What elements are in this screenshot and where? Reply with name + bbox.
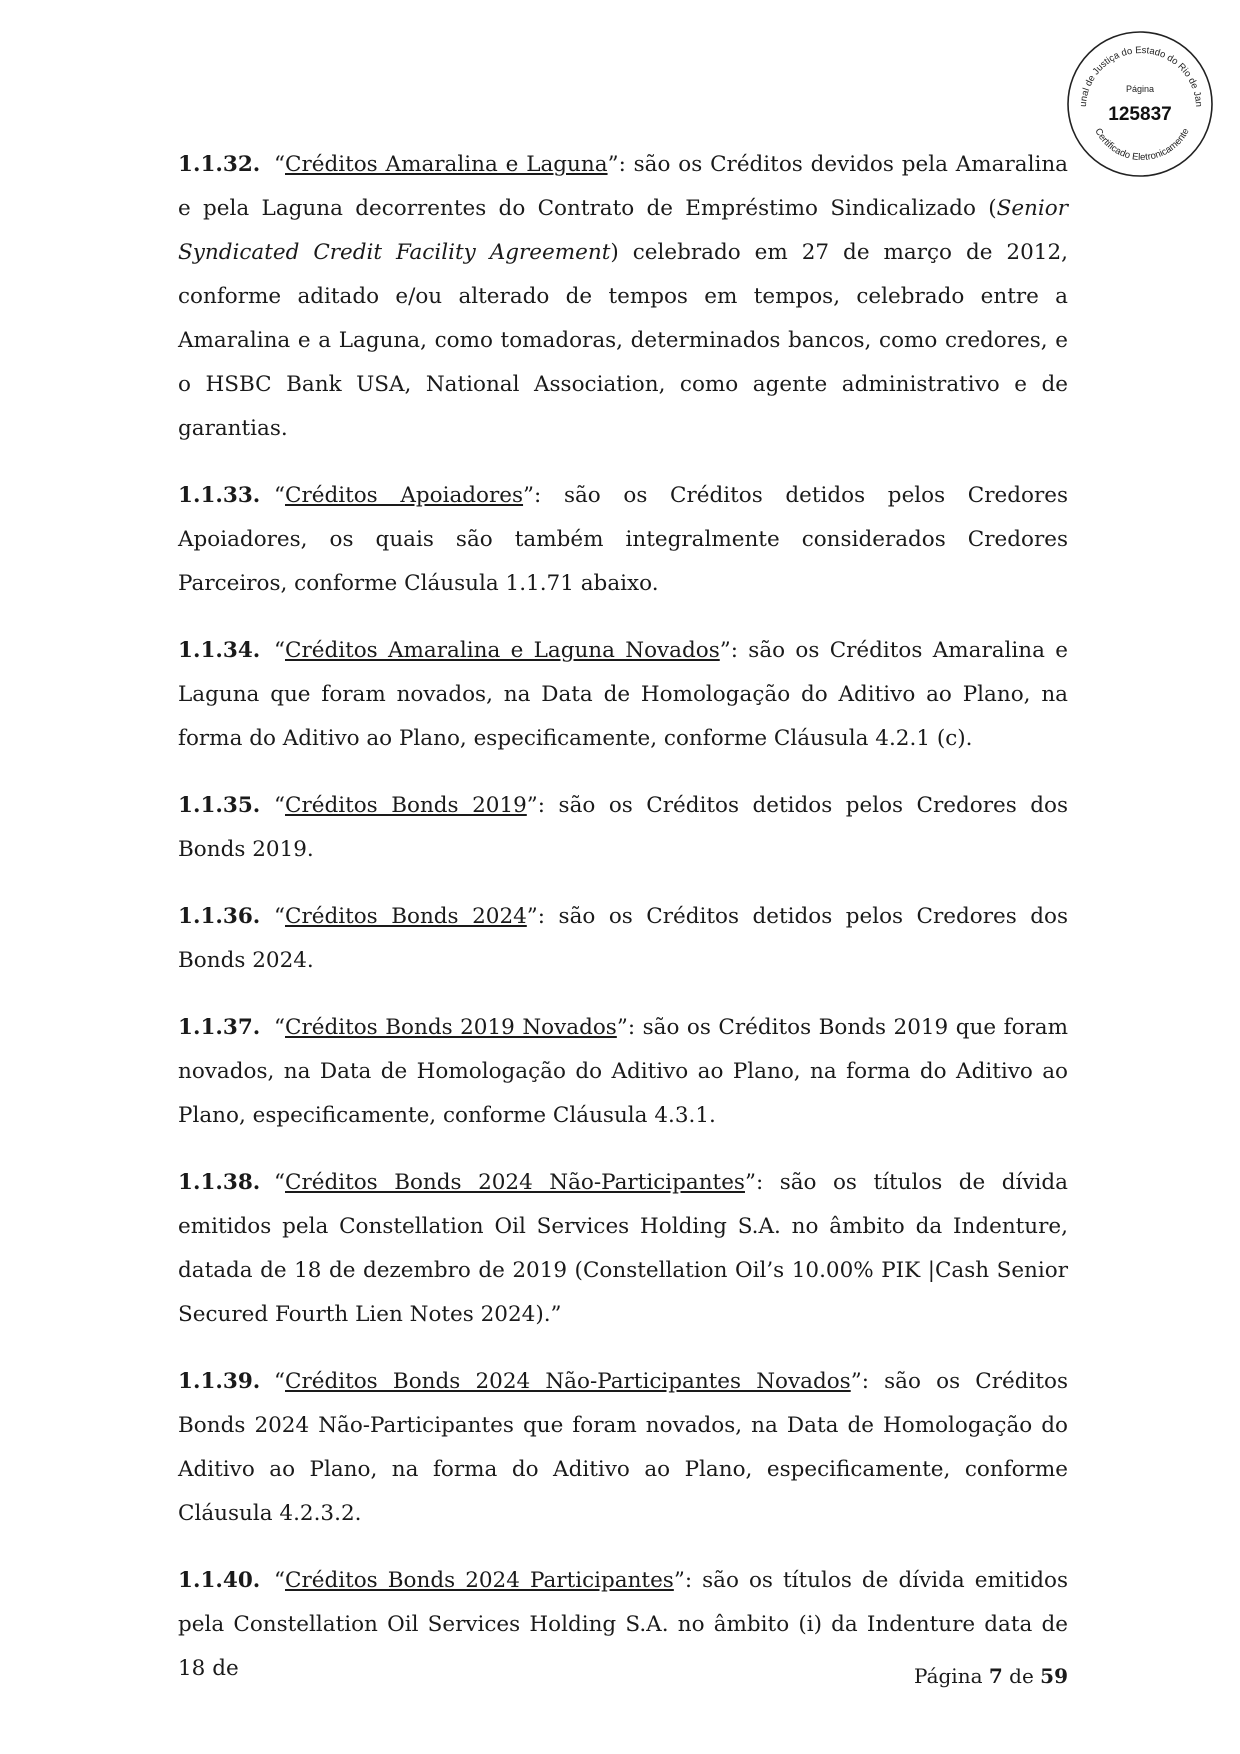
defined-term: Créditos Bonds 2019 Novados xyxy=(285,1015,617,1040)
page-sep: de xyxy=(1009,1664,1034,1688)
clause-number: 1.1.37. xyxy=(178,1015,261,1040)
clause-number: 1.1.40. xyxy=(178,1568,261,1593)
clause-text: : são os títulos de dívida emitidos pela Constellation Oil Services Holding S.A. no âmbito da Indenture, datada de 18 de dezembro de 2019 (Constellation Oil’s 10.00% PIK |Cash Senior Secured Fourth Lien Notes 2024).” xyxy=(178,1170,1068,1327)
clause-text: : são os Créditos detidos pelos Credores Apoiadores, os quais são também integralmente considerados Credores Parceiros, conforme Cláusula 1.1.71 abaixo. xyxy=(178,483,1068,596)
document-body xyxy=(178,143,1068,1714)
defined-term: Créditos Bonds 2019 xyxy=(285,793,527,818)
clause-1-1-33: 1.1.33. “Créditos Apoiadores”: são os Créditos detidos pelos Credores Apoiadores, os quais são também integralmente considerados Credores Parceiros, conforme Cláusula 1.1.71 abaixo. xyxy=(178,474,1068,606)
stamp-label: Página xyxy=(1125,84,1155,94)
page-total: 59 xyxy=(1040,1664,1068,1688)
defined-term: Créditos Bonds 2024 Participantes xyxy=(285,1568,674,1593)
clause-1-1-38: 1.1.38. “Créditos Bonds 2024 Não-Participantes”: são os títulos de dívida emitidos pela Constellation Oil Services Holding S.A. no âmbito da Indenture, datada de 18 de dezembro de 2019 (Constellation Oil’s 10.00% PIK |Cash Senior Secured Fourth Lien Notes 2024).” xyxy=(178,1161,1068,1337)
clause-text: : são os títulos de dívida emitidos pela Constellation Oil Services Holding S.A. no âmbito (i) da Indenture data de 18 de xyxy=(178,1568,1068,1681)
page-label: Página xyxy=(914,1664,983,1688)
defined-term: Créditos Amaralina e Laguna Novados xyxy=(285,638,720,663)
clause-text: : são os Créditos detidos pelos Credores dos Bonds 2024. xyxy=(178,904,1068,973)
stamp-number: 125837 xyxy=(1108,104,1172,125)
clause-number: 1.1.38. xyxy=(178,1170,261,1195)
clause-text: : são os Créditos Bonds 2024 Não-Participantes que foram novados, na Data de Homologação do Aditivo ao Plano, na forma do Aditivo ao Plano, especificamente, conforme Cláusula 4.2.3.2. xyxy=(178,1369,1068,1526)
clause-number: 1.1.32. xyxy=(178,152,261,177)
defined-term: Créditos Bonds 2024 Não-Participantes xyxy=(285,1170,745,1195)
clause-number: 1.1.36. xyxy=(178,904,261,929)
clause-text: : são os Créditos Amaralina e Laguna que foram novados, na Data de Homologação do Aditivo ao Plano, na forma do Aditivo ao Plano, especificamente, conforme Cláusula 4.2.1 (c). xyxy=(178,638,1068,751)
clause-italic-text: Senior Syndicated Credit Facility Agreement xyxy=(178,196,1068,265)
stamp-seal-icon xyxy=(1064,28,1217,181)
clause-1-1-39: 1.1.39. “Créditos Bonds 2024 Não-Participantes Novados”: são os Créditos Bonds 2024 Não-Participantes que foram novados, na Data de Homologação do Aditivo ao Plano, na forma do Aditivo ao Plano, especificamente, conforme Cláusula 4.2.3.2. xyxy=(178,1360,1068,1536)
clause-1-1-34: 1.1.34. “Créditos Amaralina e Laguna Novados”: são os Créditos Amaralina e Laguna que foram novados, na Data de Homologação do Aditivo ao Plano, na forma do Aditivo ao Plano, especificamente, conforme Cláusula 4.2.1 (c). xyxy=(178,629,1068,761)
stamp-ring-bottom: Certificado Eletronicamente xyxy=(1092,126,1192,164)
clause-number: 1.1.34. xyxy=(178,638,261,663)
stamp-ring-top: unal de Justiça do Estado do Rio de Jan xyxy=(1077,44,1205,108)
clause-text: ) celebrado em 27 de março de 2012, conforme aditado e/ou alterado de tempos em tempos, celebrado entre a Amaralina e a Laguna, como tomadoras, determinados bancos, como credores, e o HSBC Bank USA, National Association, como agente administrativo e de garantias. xyxy=(178,240,1068,441)
clause-number: 1.1.39. xyxy=(178,1369,261,1394)
page-current: 7 xyxy=(988,1664,1003,1688)
page-footer xyxy=(914,1664,1068,1688)
clause-1-1-35: 1.1.35. “Créditos Bonds 2019”: são os Créditos detidos pelos Credores dos Bonds 2019. xyxy=(178,784,1068,872)
clause-1-1-37: 1.1.37. “Créditos Bonds 2019 Novados”: são os Créditos Bonds 2019 que foram novados, na Data de Homologação do Aditivo ao Plano, na forma do Aditivo ao Plano, especificamente, conforme Cláusula 4.3.1. xyxy=(178,1006,1068,1138)
clause-text: : são os Créditos Bonds 2019 que foram novados, na Data de Homologação do Aditivo ao Plano, na forma do Aditivo ao Plano, especificamente, conforme Cláusula 4.3.1. xyxy=(178,1015,1068,1128)
clause-number: 1.1.35. xyxy=(178,793,261,818)
clause-text: : são os Créditos detidos pelos Credores dos Bonds 2019. xyxy=(178,793,1068,862)
defined-term: Créditos Bonds 2024 xyxy=(285,904,527,929)
clause-number: 1.1.33. xyxy=(178,483,261,508)
defined-term: Créditos Apoiadores xyxy=(285,483,524,508)
defined-term: Créditos Amaralina e Laguna xyxy=(285,152,608,177)
clause-1-1-36: 1.1.36. “Créditos Bonds 2024”: são os Créditos detidos pelos Credores dos Bonds 2024. xyxy=(178,895,1068,983)
clause-1-1-40: 1.1.40. “Créditos Bonds 2024 Participantes”: são os títulos de dívida emitidos pela Constellation Oil Services Holding S.A. no âmbito (i) da Indenture data de 18 de xyxy=(178,1559,1068,1691)
court-stamp xyxy=(1064,28,1217,181)
defined-term: Créditos Bonds 2024 Não-Participantes Novados xyxy=(285,1369,851,1394)
clause-text: : são os Créditos devidos pela Amaralina e pela Laguna decorrentes do Contrato de Empréstimo Sindicalizado ( xyxy=(178,152,1068,221)
clause-1-1-32: 1.1.32. “Créditos Amaralina e Laguna”: são os Créditos devidos pela Amaralina e pela Laguna decorrentes do Contrato de Empréstimo Sindicalizado (Senior Syndicated Credit Facility Agreement) celebrado em 27 de março de 2012, conforme aditado e/ou alterado de tempos em tempos, celebrado entre a Amaralina e a Laguna, como tomadoras, determinados bancos, como credores, e o HSBC Bank USA, National Association, como agente administrativo e de garantias. xyxy=(178,143,1068,451)
